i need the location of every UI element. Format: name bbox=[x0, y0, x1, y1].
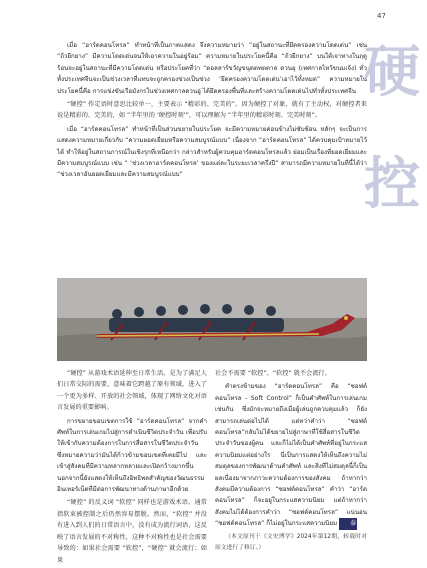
paragraph: เมื่อ “ฮาร์ดคอนโทรล” ทำหน้าที่เป็นส่วนขยายในประโยค จะมีความหมายค่อนข้างไม่ซับซ้อน หลักๆ จะเป็นการแสดงความหมายเกี่ยวกับ “ความยอดเยี่ยมหรือความสมบูรณ์แบบ” เนื่องจาก “ฮาร์ดคอนโทรล” ได้ควบคุมเป้าหมายไว้ได้ ทำให้อยู่ในสถานการณ์ในเชิงรุกที่เหนือกว่า กล่าวสำหรับผู้ควบคุมฮาร์ดคอนโทรลแล้ว ย่อมเป็นเรื่องที่ยอดเยี่ยมและมีความสมบูรณ์แบบ เช่น “ ‘ช่วงเวลาฮาร์ดคอนโทรล’ ของแต่ละในระยะเวลาครึ่งปี” สามารถมีความหมายในที่นี้ได้ว่า “ช่วงเวลาอันยอดเยี่ยมและมีความสมบูรณ์แบบ” bbox=[57, 125, 367, 179]
source-note: （本文原刊于《文史博学》2024年第12期，转载时对原文进行了修订。） bbox=[215, 533, 367, 551]
paragraph: “硬控” 作定语时意思比较单一，主要表示 “精彩的、完美的”。因为硬控了对象，就有了主动权，对硬控者来说是精彩的、完美的，如 “半年里的 ‘硬控时刻’”，可以理解为 “半年里的精彩时刻、完美时刻”。 bbox=[57, 101, 367, 120]
decorative-char-top: 硬 bbox=[364, 39, 420, 105]
left-column bbox=[57, 368, 207, 568]
paragraph: การขยายขอบเขตการใช้ “ฮาร์ดคอนโทรล” จากคำศัพท์ในการเล่นเกมไปสู่การดำเนินชีวิตประจำวัน เพื่อปรับให้เข้ากับความต้องการในการสื่อสารในชีวิตประจำวัน ซึ่งหมายความว่ามันได้ก้าวข้ามขอบเขตที่เคยมีไป และเข้าสู่สังคมที่มีความหลากหลายและเปิดกว้างมากขึ้น นอกจากนี้ยังแสดงให้เห็นถึงอิทธิพลสำคัญของวัฒนธรรมอินเทอร์เน็ตที่มีต่อการพัฒนาทางด้านภาษาอีกด้วย bbox=[57, 417, 207, 494]
paragraph-text: คำตรงข้ามของ “ฮาร์ดคอนโทรล” คือ “ซอฟต์คอนโทรล - Soft Control” ก็เป็นคำศัพท์ในการเล่นเกมเช่นกัน ซึ่งมักจะหมายถึงเมื่อผู้เล่นถูกควบคุมแล้ว ก็ยังสามารถเล่นต่อไปได้ แต่ทว่าคำว่า “ซอฟต์คอนโทรล”กลับไม่ได้ขยายไปสู่ภาษาที่ใช้สื่อสารในชีวิตประจำวันของผู้คน และก็ไม่ได้เป็นคำศัพท์ที่อยู่ในกระแสความนิยมแต่อย่างใร นี่เป็นการแสดงให้เห็นถึงความไม่สมดุลของการพัฒนาด้านคำศัพท์ และสิ่งที่ไม่สมดุลนี้ก็เป็นผลเนื่องมาจากภาวะความต้องการของสังคม ถ้าหากว่าสังคมมีความต้องการ “ซอฟต์คอนโทรล” คำว่า “ฮาร์ดคอนโทรล” ก็จะอยู่ในกระแสความนิยม แต่ถ้าหากว่าสังคมไม่ได้ต้องการคำว่า “ซอฟต์คอนโทรล” แน่นอน “ซอฟต์คอนโทรล” ก็ไม่อยู่ในกระแสความนิยม bbox=[215, 383, 367, 528]
paragraph: เมื่อ “ฮาร์ดคอนโทรล” ทำหน้าที่เป็นภาคแสดง จึงความหมายว่า “อยู่ในสถานะที่ยึดครองความโดดเด่น” เช่น “ถ้วยีกยาง” มีความโดดเด่นจนให้เอาความในอยู่ร้อม” ความหมายในประโยคนี้คือ “ถ้วยีกยาง” บนใต้เจาทางในฤดูร้อนจะอยู่ในสถานะที่มีความโดดเด่น หรือประโยคที่ว่า “ดอลลาร์ขวัญขนุดตทตตาล ดวนอุ (เทศกาลไหว้ขนมเจ้ง) ทั่วทั้งประเทศจีนจะเป็นช่วงเวลาที่แทบจะถูกครองช่วงเป็นช่วง ‘ยึดครองความโดดเด่น’เอาไว้ทั้งหมด” ความหมายในประโยคนี้คือ การแข่งขันเรือมังกรในช่วงเทศกาลดวนอู่ ได้ยึดครองพื้นที่และสร้างความโดดเด่นไปทั่วทั้งประเทศจีน bbox=[57, 42, 367, 95]
paragraph: “硬控” 的反义词 “软控” 同样也是游戏术语，通常指软束被控制之后仍然容易摆脱。然而，“软控” 并没有进入到人们的日常语言中，没有成为流行词语，这反映了语言发展的不对称性，这种不对称性也是社会需要导致的：如果社会需要 “软控”，“硬控” 就会流行；如果 bbox=[57, 499, 207, 564]
paragraph: “硬控” 从游戏术语延伸至日常生活，是为了满足人们日常交际的需要，意味着它跨越了原有领域，进入了一个更为多样、开放的社会领域，体现了网络文化对语言发展的重要影响。 bbox=[57, 370, 207, 412]
paragraph: 社会不需要 “软控”，“软控” 就不会流行。 bbox=[215, 370, 331, 377]
page-number: 47 bbox=[377, 12, 386, 20]
decorative-char-bottom: 控 bbox=[364, 151, 420, 217]
dragon-boat-photo bbox=[57, 278, 367, 361]
paragraph bbox=[215, 381, 367, 529]
top-text-block bbox=[57, 40, 367, 183]
right-column bbox=[215, 368, 367, 556]
end-mark: 泰 bbox=[339, 518, 357, 529]
